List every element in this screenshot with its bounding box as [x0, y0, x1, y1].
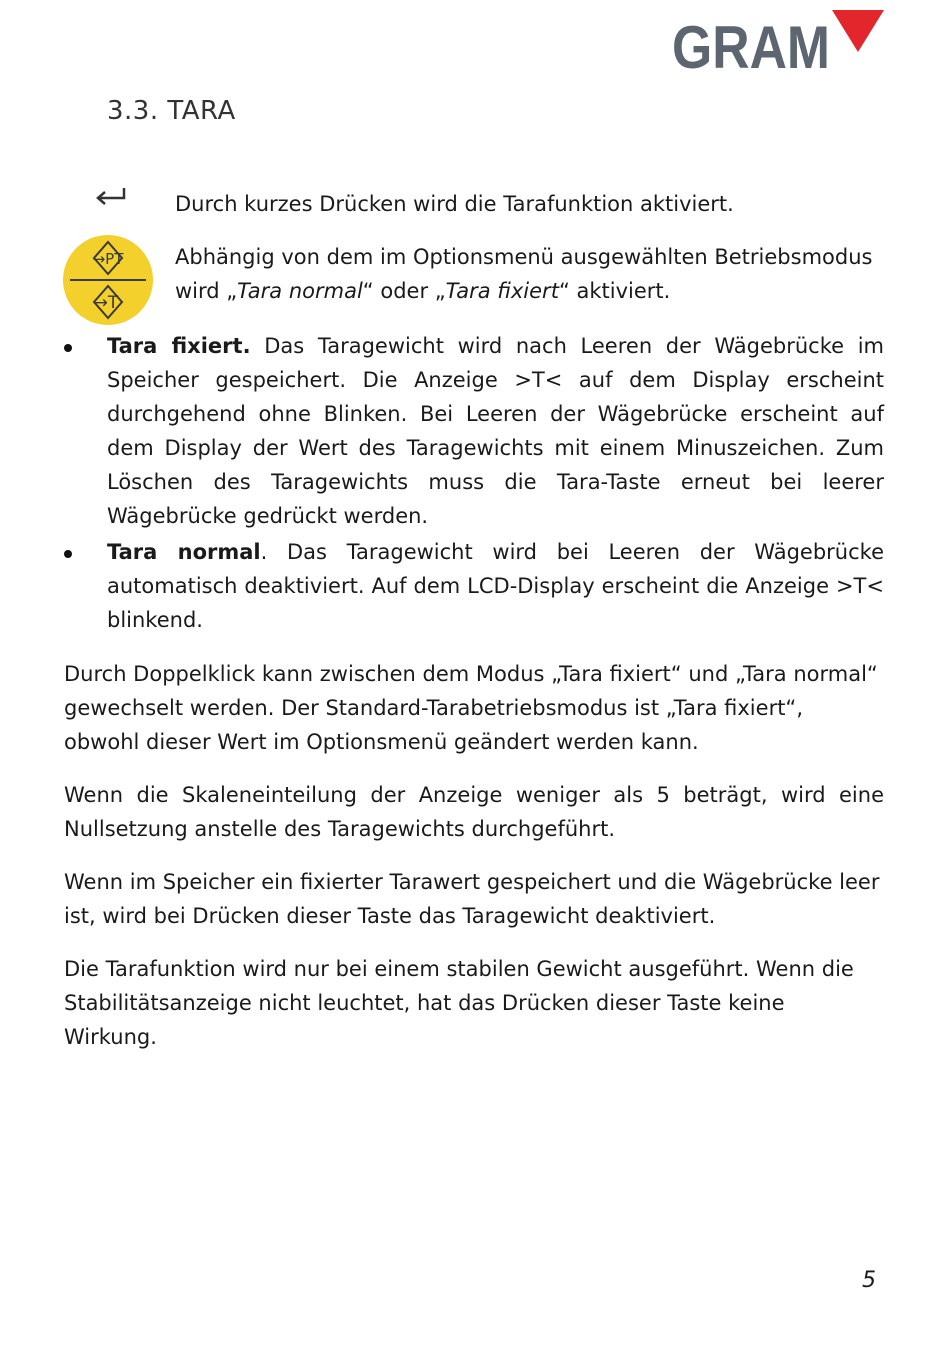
bullet-text: . Das Taragewicht wird bei Leeren der Wägebrücke automatisch deaktiviert. Auf dem LCD-Display erscheint die Anzeige >T< blinkend. — [107, 540, 884, 632]
tara-mode-list — [64, 329, 884, 639]
tare-key-top-label: →PT — [92, 250, 124, 268]
paragraph-stability: Die Tarafunktion wird nur bei einem stabilen Gewicht ausgeführt. Wenn die Stabilitätsanzeige nicht leuchtet, hat das Drücken dieser Taste keine Wirkung. — [64, 957, 854, 1049]
bullet-icon — [64, 550, 72, 558]
tare-key-icon — [62, 234, 154, 326]
bullet-icon — [64, 344, 72, 352]
page-number: 5 — [862, 1268, 876, 1293]
paragraph-scale-division: Wenn die Skaleneinteilung der Anzeige weniger als 5 beträgt, wird eine Nullsetzung anstelle des Taragewichts durchgeführt. — [64, 783, 884, 841]
bullet-term: Tara fixiert. — [107, 334, 251, 358]
mode-tara-fixiert: Tara fixiert — [445, 279, 559, 303]
logo-triangle-icon — [832, 10, 884, 52]
tare-key-bottom-label: →T — [93, 293, 119, 313]
enter-arrow-icon — [94, 186, 128, 208]
gram-logo-graphic — [672, 8, 886, 72]
bullet-text: Das Taragewicht wird nach Leeren der Wägebrücke im Speicher gespeichert. Die Anzeige >T< auf dem Display erscheint durchgehend ohne Blinken. Bei Leeren der Wägebrücke erscheint auf dem Display der Wert des Taragewichts mit einem Minuszeichen. Zum Löschen des Taragewichts muss die Tara-Taste erneut bei leerer Wägebrücke gedrückt werden. — [107, 334, 884, 528]
mode-tara-normal: Tara normal — [237, 279, 363, 303]
list-item — [64, 535, 884, 637]
logo-text: GRAM — [672, 14, 830, 72]
paragraph-fixed-tare: Wenn im Speicher ein fixierter Tarawert gespeichert und die Wägebrücke leer ist, wird bei Drücken dieser Taste das Taragewicht deaktiviert. — [64, 870, 880, 928]
paragraph-double-click: Durch Doppelklick kann zwischen dem Modus „Tara fixiert“ und „Tara normal“ gewechselt werden. Der Standard-Tarabetriebsmodus ist „Tara fixiert“, obwohl dieser Wert im Optionsmenü geändert werden kann. — [64, 662, 878, 754]
list-item — [64, 329, 884, 533]
key-description-short-press: Durch kurzes Drücken wird die Tarafunktion aktiviert. — [175, 192, 734, 216]
bullet-term: Tara normal — [107, 540, 261, 564]
section-title: 3.3. TARA — [107, 96, 236, 126]
key-description-mode: Abhängig von dem im Optionsmenü ausgewählten Betriebsmodus wird „Tara normal“ oder „Tara fixiert“ aktiviert. — [175, 245, 873, 303]
gram-logo — [672, 8, 886, 72]
